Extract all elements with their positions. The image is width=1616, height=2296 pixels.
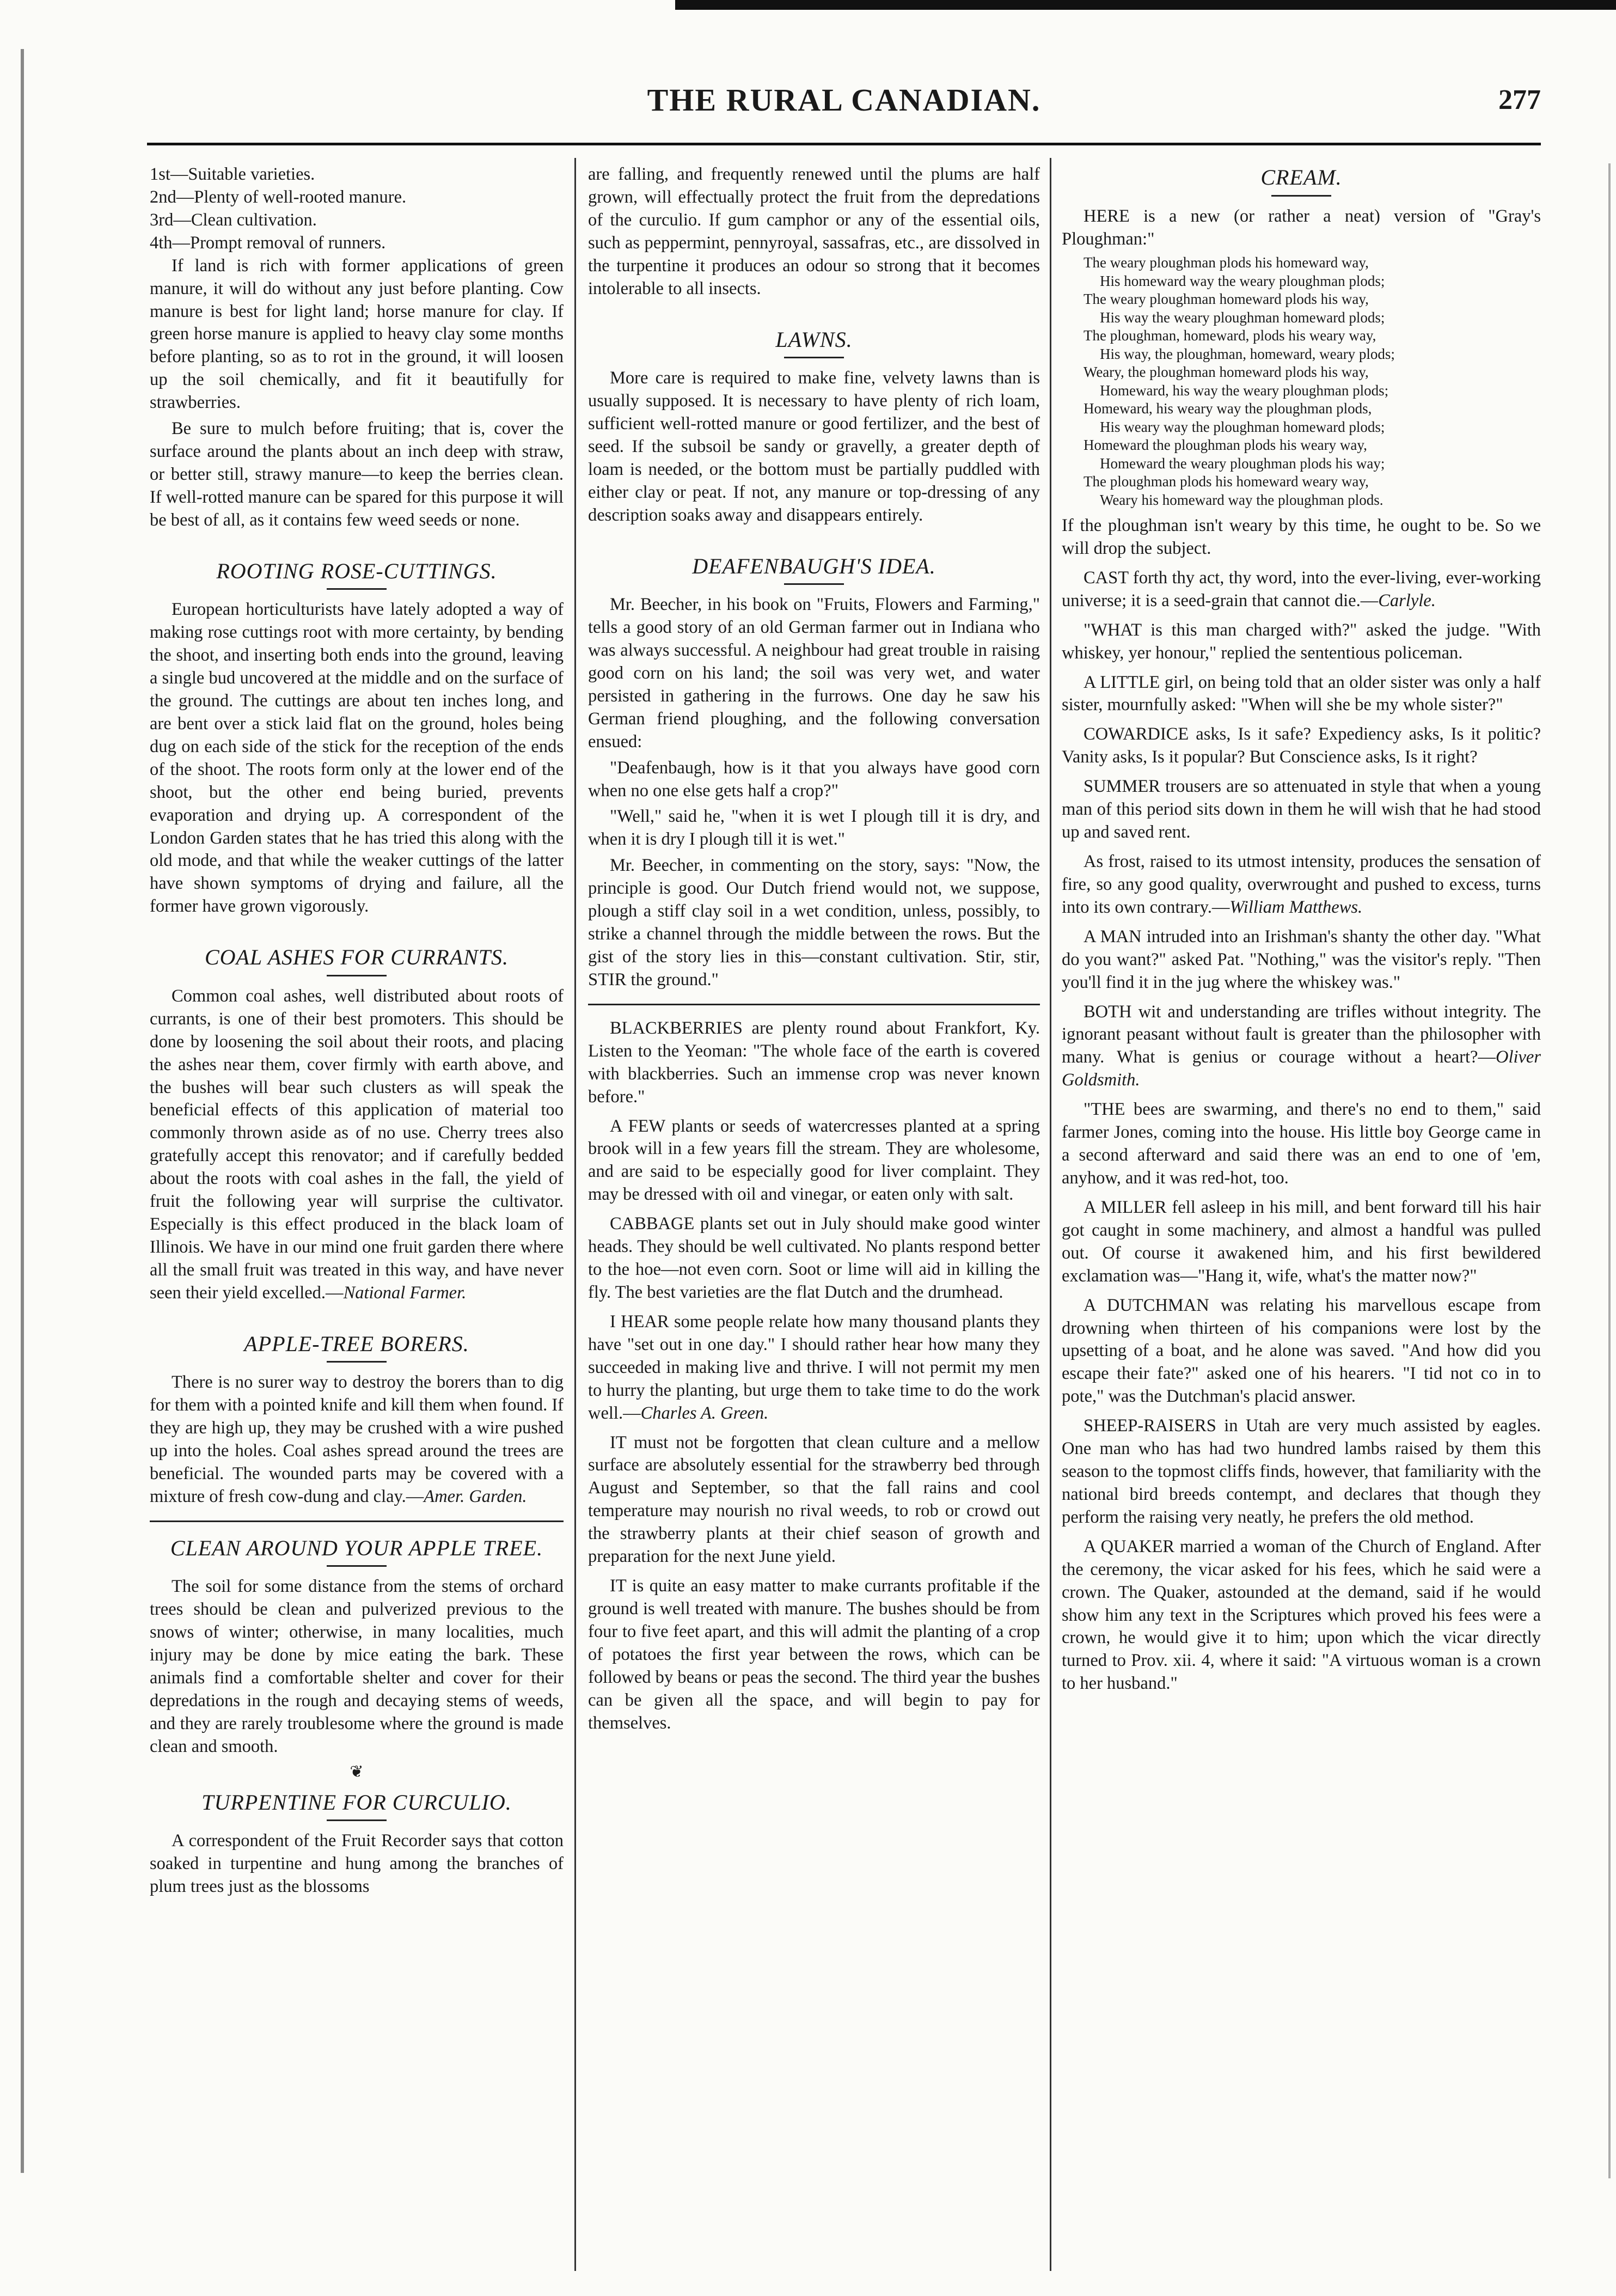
- source-attribution: Carlyle.: [1378, 590, 1436, 610]
- paragraph: SUMMER trousers are so attenuated in style that when a young man of this period sits down in them he will wish that he had stood up and saved rent.: [1062, 777, 1541, 842]
- article-heading: COAL ASHES FOR CURRANTS.: [204, 945, 509, 970]
- paragraph: [1062, 851, 1541, 919]
- source-attribution: National Farmer.: [343, 1283, 467, 1303]
- paragraph: HERE is a new (or rather a neat) version of "Gray's Ploughman:": [1062, 206, 1541, 249]
- article-heading: TURPENTINE FOR CURCULIO.: [201, 1790, 512, 1815]
- ornament-icon: ❦: [350, 1762, 364, 1781]
- column-middle: [588, 163, 1040, 2276]
- masthead-title: THE RURAL CANADIAN.: [647, 82, 1041, 118]
- poem-line: Homeward the weary ploughman plods his way;: [1100, 455, 1385, 472]
- paragraph-text: Common coal ashes, well distributed about roots of currants, is one of their best promoters. This should be done by loosening the soil about their roots, and placing the ashes near them, cover firmly with earth above, and the bushes will bear such clusters as will speak the beneficial effects of this application of material too commonly thrown aside as of no use. Cherry trees also gratefully accept this renovator; and if carefully bedded about the roots with coal ashes in the fall, the yield of fruit the following year will surprise the cultivator. Especially is this effect produced in the black loam of Illinois. We have in our mind one fruit garden there where all the small fruit was treated in this way, and have never seen their yield excelled.—: [150, 986, 564, 1303]
- column-divider: [574, 158, 576, 2271]
- heading-rule: [327, 1565, 387, 1567]
- paragraph: "THE bees are swarming, and there's no end to them," said farmer Jones, coming into the house. His little boy George came in a second afterward and said there was an end to one of 'em, anyhow, and it was red-hot, too.: [1062, 1100, 1541, 1188]
- article-heading: CLEAN AROUND YOUR APPLE TREE.: [170, 1535, 543, 1560]
- source-attribution: Charles A. Green.: [640, 1403, 769, 1423]
- paragraph: If land is rich with former applications of green manure, it will do without any just before planting. Cow manure is best for light land; horse manure for clay. If green horse manure is applied to heavy clay some months before planting, so as to rot in the ground, it will loosen up the soil chemically, and fit it beautifully for strawberries.: [150, 255, 564, 413]
- article-heading: DEAFENBAUGH'S IDEA.: [692, 553, 936, 578]
- heading-rule: [784, 583, 844, 585]
- paragraph: are falling, and frequently renewed until the plums are half grown, will effectually protect the fruit from the depredations of the curculio. If gum camphor or any of the essential oils, such as peppermint, pennyroyal, sassafras, etc., are dissolved in the turpentine it produces an odour so strong that it becomes intolerable to all insects.: [588, 164, 1040, 298]
- strawberry-requirements-list: [150, 163, 564, 255]
- paragraph: Mr. Beecher, in commenting on the story, says: "Now, the principle is good. Our Dutch friend would not, we suppose, plough a stiff clay soil in a wet condition, unless, possibly, to strike a channel through the middle between the rows. But the gist of the story lies in this—constant cultivation. Stir, stir, STIR the ground.": [588, 856, 1040, 990]
- paragraph: A FEW plants or seeds of watercresses planted at a spring brook will in a few years fill the stream. They are wholesome, and are said to be especially good for liver complaint. They may be dressed with oil and vinegar, or eaten only with salt.: [588, 1116, 1040, 1205]
- paragraph: [150, 1371, 564, 1509]
- list-item: 3rd—Clean cultivation.: [150, 210, 317, 230]
- poem-line: Homeward, his weary way the ploughman plods,: [1084, 400, 1372, 417]
- heading-rule: [327, 975, 387, 976]
- column-divider: [1050, 158, 1051, 2271]
- poem-line: His way, the ploughman, homeward, weary plods;: [1100, 345, 1395, 362]
- article-heading: ROOTING ROSE-CUTTINGS.: [216, 558, 497, 583]
- paragraph-text: There is no surer way to destroy the borers than to dig for them with a pointed knife and kill them when found. If they are high up, they may be crushed with a wire pushed up into the holes. Coal ashes spread around the trees are beneficial. The wounded parts may be covered with a mixture of fresh cow-dung and clay.—: [150, 1372, 564, 1506]
- paragraph: A DUTCHMAN was relating his marvellous escape from drowning when thirteen of his companions were lost by the upsetting of a boat, and he alone was saved. "And how did you escape their fate?" asked one of his hearers. "I tid not co in to pote," was the Dutchman's placid answer.: [1062, 1295, 1541, 1407]
- poem-line: The ploughman, homeward, plods his weary way,: [1084, 327, 1376, 344]
- poem-line: Homeward, his way the weary ploughman plods;: [1100, 382, 1389, 399]
- poem-line: His way the weary ploughman homeward plods;: [1100, 309, 1385, 326]
- paragraph: A LITTLE girl, on being told that an older sister was only a half sister, mournfully asked: "When will she be my whole sister?": [1062, 672, 1541, 715]
- paragraph: More care is required to make fine, velvety lawns than is usually supposed. It is necessary to have plenty of rich loam, sufficient well-rotted manure or good fertilizer, and the best of seed. If the subsoil be sandy or gravelly, a greater depth of loam is needed, or the bottom must be partially puddled with either clay or peat. If not, any manure or top-dressing of any description soaks away and disappears entirely.: [588, 368, 1040, 525]
- page-header: [147, 82, 1541, 131]
- poem-line: His homeward way the weary ploughman plods;: [1100, 272, 1385, 289]
- paragraph: [1062, 567, 1541, 613]
- paragraph: BLACKBERRIES are plenty round about Frankfort, Ky. Listen to the Yeoman: "The whole face of the earth is covered with blackberries. Such an immense crop was never known before.": [588, 1018, 1040, 1107]
- heading-rule: [784, 357, 844, 358]
- poem-line: The weary ploughman plods his homeward way,: [1084, 254, 1369, 271]
- paragraph: COWARDICE asks, Is it safe? Expediency asks, Is it politic? Vanity asks, Is it popular? But Conscience asks, Is it right?: [1062, 724, 1541, 767]
- paragraph: A QUAKER married a woman of the Church of England. After the ceremony, the vicar asked for his fees, which he said were a crown. The Quaker, astounded at the demand, said if he would show him any text in the Scriptures which proved his fees were a crown, he would give it to him; upon which the vicar directly turned to Prov. xii. 4, where it said: "A virtuous woman is a crown to her husband.": [1062, 1536, 1541, 1694]
- paragraph: Mr. Beecher, in his book on "Fruits, Flowers and Farming," tells a good story of an old German farmer out in Indiana who was always successful. A neighbour had great trouble in raising good corn on his land; the soil was very wet, and water persisted in gathering in the furrows. One day he saw his German friend ploughing, and the following conversation ensued:: [588, 595, 1040, 752]
- heading-rule: [327, 588, 387, 590]
- poem-line: The ploughman plods his homeward weary way,: [1084, 473, 1369, 490]
- header-rule: [147, 143, 1541, 145]
- poem-line: His weary way the ploughman homeward plods;: [1100, 418, 1385, 435]
- paragraph: "WHAT is this man charged with?" asked the judge. "With whiskey, yer honour," replied the sententious policeman.: [1062, 620, 1541, 663]
- poem-line: Homeward the ploughman plods his weary way,: [1084, 437, 1367, 454]
- scan-top-border: [675, 0, 1616, 10]
- poem-line: Weary his homeward way the ploughman plods.: [1100, 491, 1384, 508]
- page-number: 277: [1498, 84, 1541, 115]
- poem-line: Weary, the ploughman homeward plods his way,: [1084, 364, 1369, 381]
- paragraph-text: CAST forth thy act, thy word, into the ever-living, ever-working universe; it is a seed-grain that cannot die.—: [1062, 567, 1541, 610]
- paragraph: [1062, 1001, 1541, 1092]
- list-item: 1st—Suitable varieties.: [150, 164, 315, 184]
- article-heading: LAWNS.: [775, 327, 853, 352]
- list-item: 2nd—Plenty of well-rooted manure.: [150, 187, 407, 207]
- paragraph-text: BOTH wit and understanding are trifles without integrity. The ignorant peasant without fault is greater than the philosopher with many. What is genius or courage without a heart?—: [1062, 1002, 1541, 1067]
- paragraph: "Deafenbaugh, how is it that you always have good corn when no one else gets half a crop?": [588, 758, 1040, 801]
- paragraph: SHEEP-RAISERS in Utah are very much assisted by eagles. One man who has had two hundred lambs raised by them this season to the topmost cliffs finds, however, that familiarity with the national bird breeds contempt, and declares that though they perform the raising very neatly, he prefers the old method.: [1062, 1416, 1541, 1527]
- paragraph-text: I HEAR some people relate how many thousand plants they have "set out in one day." I should rather hear how many they succeeded in making live and thrive. I will not permit my men to hurry the planting, but urge them to take time to do the work well.—: [588, 1311, 1040, 1423]
- article-heading: CREAM.: [1260, 165, 1342, 190]
- poem-line: The weary ploughman homeward plods his way,: [1084, 291, 1369, 308]
- paragraph: European horticulturists have lately adopted a way of making rose cuttings root with more certainty, by bending the shoot, and inserting both ends into the ground, leaving a single bud uncovered at the middle and on the surface of the ground. The cuttings are about ten inches long, and are bent over a stick laid flat on the ground, holes being dug on each side of the stick for the reception of the ends of the shoot. The roots form only at the lower end of the shoot, but the other end being buried, prevents evaporation and drying up. A correspondent of the London Garden states that he has tried this along with the old mode, and that while the weaker cuttings of the latter have shown symptoms of drying and failure, all the former have grown vigorously.: [150, 600, 564, 917]
- paragraph-text: As frost, raised to its utmost intensity, produces the sensation of fire, so any good quality, overwrought and pushed to excess, turns into its own contrary.—: [1062, 851, 1541, 917]
- section-rule: [588, 1004, 1040, 1005]
- heading-rule: [1271, 195, 1331, 197]
- article-heading: APPLE-TREE BORERS.: [244, 1331, 469, 1356]
- source-attribution: Oliver Goldsmith.: [1062, 1047, 1541, 1090]
- paragraph: IT must not be forgotten that clean culture and a mellow surface are absolutely essential for the strawberry bed through August and September, so that the fall rains and cool temperature may nourish no rival weeds, to rob or crowd out the strawberry plants at their chief season of growth and preparation for the next June yield.: [588, 1432, 1040, 1567]
- paragraph: If the ploughman isn't weary by this time, he ought to be. So we will drop the subject.: [1062, 516, 1541, 558]
- paragraph: [588, 1311, 1040, 1425]
- paragraph: CABBAGE plants set out in July should make good winter heads. They should be well cultivated. No plants respond better to the hoe—not even corn. Soot or lime will aid in killing the fly. The best varieties are the flat Dutch and the drumhead.: [588, 1214, 1040, 1302]
- list-item: 4th—Prompt removal of runners.: [150, 233, 386, 253]
- heading-rule: [327, 1361, 387, 1363]
- section-rule: [150, 1521, 564, 1522]
- paragraph: A MILLER fell asleep in his mill, and bent forward till his hair got caught in some machinery, and almost a handful was pulled out. Of course it awakened him, and his first bewildered exclamation was—"Hang it, wife, what's the matter now?": [1062, 1197, 1541, 1286]
- source-attribution: William Matthews.: [1229, 897, 1363, 917]
- column-right: [1062, 163, 1541, 2276]
- paragraph: The soil for some distance from the stems of orchard trees should be clean and pulverized previous to the snows of winter; otherwise, in many localities, much injury may be done by mice eating the bark. These animals find a comfortable shelter and cover for their depredations in the rough and decaying stems of weeds, and they are rarely troublesome where the ground is made clean and smooth.: [150, 1577, 564, 1756]
- column-left: [150, 163, 564, 2276]
- scan-right-edge: [1608, 163, 1611, 2178]
- paragraph: IT is quite an easy matter to make currants profitable if the ground is well treated with manure. The bushes should be from four to five feet apart, and this will admit the planting of a crop of potatoes the first year between the rows, which can be followed by beans or peas the second. The third year the bushes can be given all the space, and will begin to pay for themselves.: [588, 1576, 1040, 1733]
- paragraph: "Well," said he, "when it is wet I plough till it is dry, and when it is dry I plough till it is wet.": [588, 807, 1040, 850]
- scan-left-edge: [21, 49, 24, 2173]
- heading-rule: [327, 1819, 387, 1821]
- paragraph: [150, 985, 564, 1305]
- paragraph: A MAN intruded into an Irishman's shanty the other day. "What do you want?" asked Pat. "Nothing," was the visitor's reply. "Then you'll find it in the jug where the whiskey was.": [1062, 926, 1541, 992]
- source-attribution: Amer. Garden.: [424, 1486, 527, 1506]
- paragraph: Be sure to mulch before fruiting; that is, cover the surface around the plants about an inch deep with straw, or better still, strawy manure—to keep the berries clean. If well-rotted manure can be spared for this purpose it will be best of all, as it contains few weed seeds or none.: [150, 419, 564, 530]
- poem: [1084, 254, 1541, 509]
- paragraph: A correspondent of the Fruit Recorder says that cotton soaked in turpentine and hung among the branches of plum trees just as the blossoms: [150, 1831, 564, 1896]
